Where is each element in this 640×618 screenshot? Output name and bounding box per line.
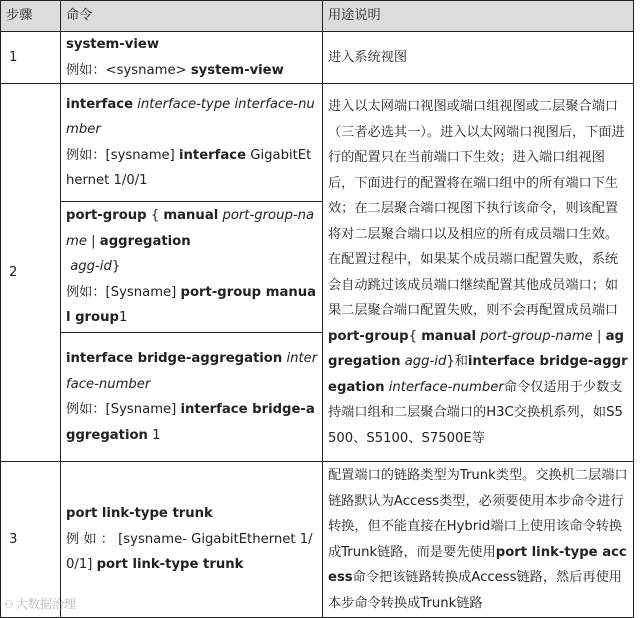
header-step: 步骤 xyxy=(1,1,61,32)
purpose-cell: 进入系统视图 xyxy=(323,32,634,84)
example-prefix: 例 如 ： [sysname- GigabitEthernet 1/0/1] xyxy=(66,531,313,573)
example-prefix: 例如：[Sysname] xyxy=(66,402,181,417)
desc-keyword: manual xyxy=(421,328,477,344)
example-keyword: interface xyxy=(179,147,247,163)
desc-keyword: aggregation xyxy=(328,328,624,369)
purpose-cell xyxy=(323,84,634,462)
command-cell xyxy=(61,84,323,202)
table-row xyxy=(1,84,634,202)
purpose-paragraph: 进入以太网端口视图或端口组视图或二层聚合端口（三者必选其一）。进入以太网端口视图后，下面进行的配置只在当前端口下生效；进入端口组视图后，下面进行的配置将在端口组中的所有端口下生效；在二层聚合端口视图下执行该命令，则该配置将对二层聚合端口以及相应的所有成员端口生效。在配置过程中，如果某个成员端口配置失败，系统会自动跳过该成员端口继续配置其他成员端口；如果二层聚合端口配置失败，则不会再配置成员端口 xyxy=(328,99,625,318)
desc-keyword: interface bridge-aggregation xyxy=(328,354,628,395)
watermark-logo-icon: ⚇ xyxy=(4,598,14,611)
command-arg: interface-number xyxy=(66,351,318,392)
command-arg: port-group-name xyxy=(66,208,315,249)
desc-arg: interface-number xyxy=(384,379,504,395)
desc-text: 命令把该链路转换成Access链路，然后再使用本步命令转换成Trunk链路 xyxy=(328,570,622,611)
command-name: system-view xyxy=(66,37,160,52)
desc-text: | xyxy=(592,328,606,344)
command-text: { xyxy=(146,208,164,224)
desc-text: }和 xyxy=(446,354,468,369)
desc-keyword: port-group xyxy=(328,328,409,344)
example-rest: GigabitEthernet 1/0/1 xyxy=(66,147,312,188)
watermark xyxy=(4,596,76,613)
command-cell xyxy=(61,202,323,333)
command-text: | xyxy=(86,233,100,249)
command-arg: agg-id xyxy=(70,259,112,275)
example-keyword: port-group manual group xyxy=(66,284,317,326)
desc-text: { xyxy=(408,328,422,344)
desc-keyword: port link-type access xyxy=(328,544,627,585)
example-keyword: interface bridge-aggregation xyxy=(66,402,315,443)
command-args: interface-type interface-number xyxy=(66,96,315,137)
example-rest: 1 xyxy=(147,427,161,443)
command-keyword: interface bridge-aggregation xyxy=(66,351,283,366)
command-name: port link-type trunk xyxy=(66,506,213,522)
example-rest: 1 xyxy=(118,310,128,326)
command-keyword: interface xyxy=(66,96,134,112)
desc-arg: agg-id xyxy=(400,354,447,369)
example-prefix: 例如：<sysname> xyxy=(66,62,191,78)
table-row xyxy=(1,462,634,618)
step-number: 3 xyxy=(1,462,61,618)
example-prefix: 例如：[Sysname] xyxy=(66,284,181,300)
step-number: 2 xyxy=(1,84,61,462)
command-keyword: port-group xyxy=(66,208,147,224)
table-header-row xyxy=(1,1,634,32)
purpose-cell xyxy=(323,462,634,618)
command-cell xyxy=(61,333,323,462)
watermark-text: 大数据治理 xyxy=(15,597,76,611)
command-cell xyxy=(61,462,323,618)
step-number: 1 xyxy=(1,32,61,84)
example-keyword: port link-type trunk xyxy=(96,557,244,573)
command-text: } xyxy=(111,259,121,275)
example-command: system-view xyxy=(190,62,284,78)
example-prefix: 例如：[sysname] xyxy=(66,147,179,163)
table-row xyxy=(1,32,634,84)
desc-text: 配置端口的链路类型为Trunk类型。交换机二层端口链路默认为Access类型，必须要使用本步命令进行转换，但不能直接在Hybrid端口上使用该命令转换成Trunk链路，而是要先使用 xyxy=(328,468,628,560)
header-command: 命令 xyxy=(61,1,323,32)
command-cell xyxy=(61,32,323,84)
command-keyword: manual xyxy=(163,208,219,224)
desc-arg: port-group-name xyxy=(476,328,593,344)
desc-text: 命令仅适用于少数支持端口组和二层聚合端口的H3C交换机系列，如S5500、S5100、S7500E等 xyxy=(328,379,623,446)
header-purpose: 用途说明 xyxy=(323,1,634,32)
command-keyword: aggregation xyxy=(99,233,191,249)
